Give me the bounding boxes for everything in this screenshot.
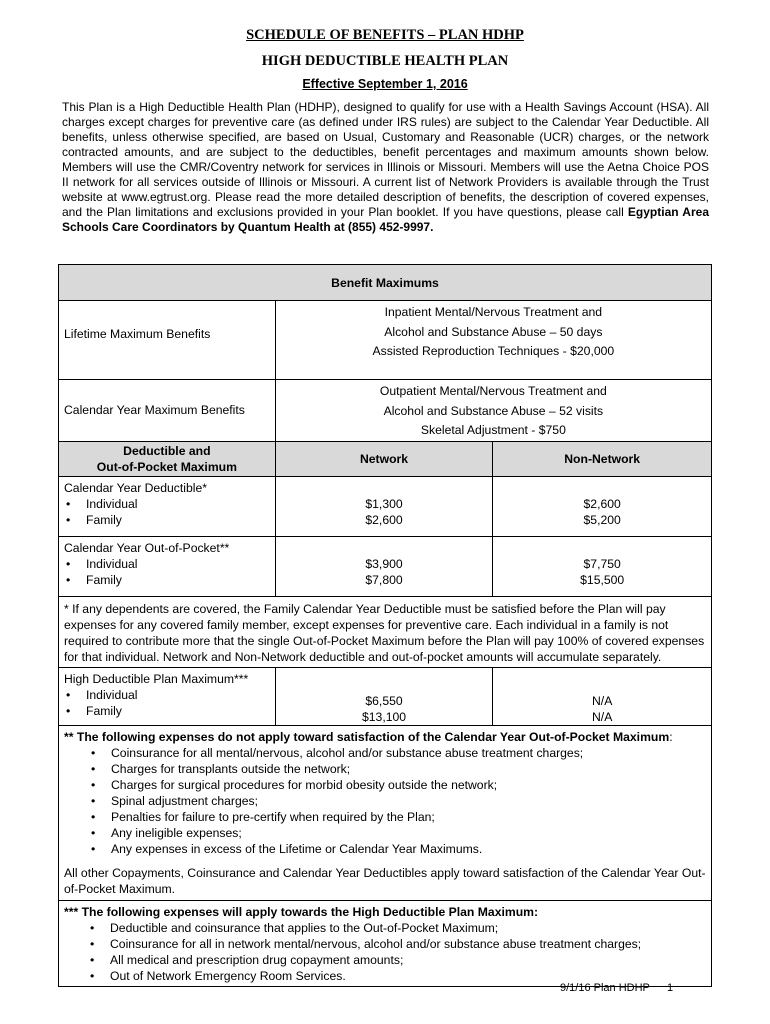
oop-exclusions-cell (59, 725, 712, 900)
lifetime-value-line: Alcohol and Substance Abuse – 50 days (384, 324, 603, 339)
calendar-max-label: Calendar Year Maximum Benefits (59, 380, 276, 442)
value: $15,500 (580, 572, 625, 587)
inclusion-item: • All medical and prescription drug copayment amounts; (110, 952, 706, 968)
value: $2,600 (583, 496, 621, 511)
header-line: Out-of-Pocket Maximum (96, 459, 237, 474)
document-subtitle: HIGH DEDUCTIBLE HEALTH PLAN (261, 53, 509, 69)
exclusion-item: • Any ineligible expenses; (111, 825, 706, 841)
value: N/A (592, 709, 613, 724)
row-label: Calendar Year Out-of-Pocket** (64, 540, 230, 555)
intro-text: This Plan is a High Deductible Health Plan (HDHP), designed to qualify for use with a Health Savings Account (HSA). All charges except charges for preventive care (as defined under IRS rules) are subject to the Calendar Year Deductible. All benefits, unless otherwise specified, are based on Usual, Customary and Reasonable (UCR) charges, or the network contracted amounts, and are subject to the deductibles, benefit percentages and maximum amounts shown below. Members will use the CMR/Coventry network for services in Illinois or Missouri. Members will use the Aetna Choice POS II network for all services outside of Illinois or Missouri. A current list of Network Providers is available through the Trust website at www.egtrust.org. Please read the more detailed description of benefits, the description of covered expenses, and the Plan limitations and exclusions provided in your Plan booklet. If you have questions, please call (62, 100, 709, 219)
inclusion-item: • Out of Network Emergency Room Services. (110, 968, 706, 984)
value: $2,600 (365, 512, 403, 527)
value: $3,900 (365, 556, 403, 571)
oop-label-cell (59, 536, 276, 596)
oop-network-cell (275, 536, 493, 596)
calendar-value-line: Skeletal Adjustment - $750 (420, 423, 566, 437)
oop-exclusions-heading: ** The following expenses do not apply toward satisfaction of the Calendar Year Out-of-Pocket Maximum (64, 729, 670, 744)
value: $7,800 (365, 572, 403, 587)
exclusion-item: • Spinal adjustment charges; (111, 793, 706, 809)
page-number: 1 (666, 982, 674, 994)
hdp-inclusions-cell (59, 900, 712, 986)
exclusion-item: • Penalties for failure to pre-certify when required by the Plan; (111, 809, 706, 825)
lifetime-value-line: Assisted Reproduction Techniques - $20,000 (372, 344, 615, 358)
deductible-label-cell (59, 476, 276, 536)
family-item: • Family (86, 703, 270, 719)
deductible-non-network-cell (493, 476, 712, 536)
intro-contact: Egyptian Area Schools Care Coordinators by Quantum Health at (855) 452-9997. (62, 205, 709, 234)
non-network-header: Non-Network (493, 441, 712, 476)
hdp-inclusions-heading: *** The following expenses will apply towards the High Deductible Plan Maximum: (64, 904, 539, 919)
lifetime-max-values (275, 301, 711, 380)
exclusion-item: • Any expenses in excess of the Lifetime or Calendar Year Maximums. (111, 841, 706, 857)
effective-date: Effective September 1, 2016 (302, 77, 468, 91)
footer-doc-id: 9/1/16 Plan HDHP (560, 982, 650, 994)
calendar-value-line: Alcohol and Substance Abuse – 52 visits (383, 403, 604, 418)
value: $7,750 (583, 556, 621, 571)
header-line: Deductible and (123, 443, 211, 458)
deductible-oop-header (59, 441, 276, 476)
hdp-non-network-cell (493, 667, 712, 725)
value: $5,200 (583, 512, 621, 527)
page-footer (560, 982, 710, 994)
value: $13,100 (361, 709, 407, 724)
hdp-label-cell (59, 667, 276, 725)
inclusion-item: • Deductible and coinsurance that applies to the Out-of-Pocket Maximum; (110, 920, 706, 936)
oop-non-network-cell (493, 536, 712, 596)
lifetime-value-line: Inpatient Mental/Nervous Treatment and (384, 305, 603, 319)
value: $6,550 (365, 693, 403, 708)
value: $1,300 (365, 496, 403, 511)
value: N/A (592, 693, 613, 708)
intro-paragraph (62, 100, 709, 235)
exclusion-item: • Charges for surgical procedures for morbid obesity outside the network; (111, 777, 706, 793)
exclusion-item: • Charges for transplants outside the network; (111, 761, 706, 777)
benefit-maximums-header: Benefit Maximums (59, 265, 712, 301)
individual-item: • Individual (86, 556, 270, 572)
benefits-table (58, 264, 712, 987)
family-item: • Family (86, 512, 270, 528)
hdp-network-cell (275, 667, 493, 725)
calendar-value-line: Outpatient Mental/Nervous Treatment and (379, 384, 607, 398)
network-header: Network (275, 441, 493, 476)
lifetime-max-label: Lifetime Maximum Benefits (59, 301, 276, 380)
document-title: SCHEDULE OF BENEFITS – PLAN HDHP (246, 27, 524, 43)
individual-item: • Individual (86, 496, 270, 512)
row-label: Calendar Year Deductible* (64, 480, 207, 495)
individual-item: • Individual (86, 687, 270, 703)
inclusion-item: • Coinsurance for all in network mental/nervous, alcohol and/or substance abuse treatment charges; (110, 936, 706, 952)
exclusion-item: • Coinsurance for all mental/nervous, alcohol and/or substance abuse treatment charges; (111, 745, 706, 761)
deductible-footnote: * If any dependents are covered, the Family Calendar Year Deductible must be satisfied before the Plan will pay expenses for any covered family member, except expenses for preventive care. Each individual in a family is not required to contribute more that the single Out-of-Pocket Maximum before the Plan will pay 100% of covered expenses for that individual. Network and Non-Network deductible and out-of-pocket amounts will accumulate separately. (59, 596, 712, 667)
deductible-network-cell (275, 476, 493, 536)
family-item: • Family (86, 572, 270, 588)
oop-exclusions-closing: All other Copayments, Coinsurance and Calendar Year Deductibles apply toward satisfaction of the Calendar Year Out-of-Pocket Maximum. (64, 865, 706, 896)
heading-colon: : (669, 729, 673, 744)
calendar-max-values (275, 380, 711, 442)
row-label: High Deductible Plan Maximum*** (64, 671, 249, 686)
